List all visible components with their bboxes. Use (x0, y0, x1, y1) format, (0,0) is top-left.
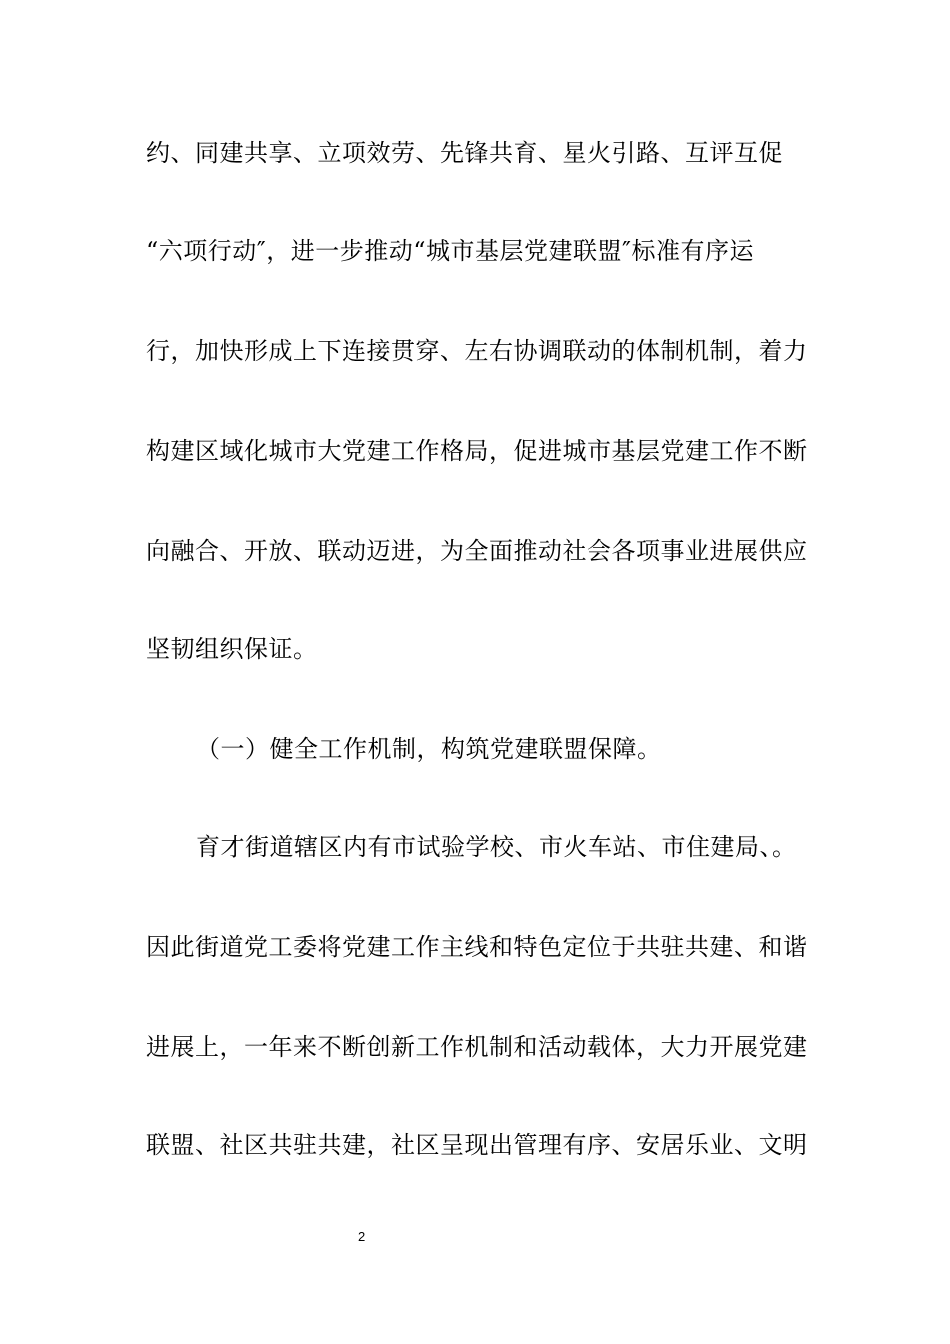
section-heading: （一）健全工作机制，构筑党建联盟保障。 (196, 735, 662, 763)
body-text-line: 联盟、社区共驻共建，社区呈现出管理有序、安居乐业、文明 (146, 1131, 808, 1159)
body-text-line: 因此街道党工委将党建工作主线和特色定位于共驻共建、和谐 (146, 933, 808, 961)
body-text-line: 坚韧组织保证。 (146, 635, 318, 663)
page-number: 2 (358, 1229, 366, 1244)
body-text-line: 向融合、开放、联动迈进，为全面推动社会各项事业进展供应 (146, 537, 808, 565)
body-text-line: 行，加快形成上下连接贯穿、左右协调联动的体制机制，着力 (146, 337, 808, 365)
body-text-line: 约、同建共享、立项效劳、先锋共育、星火引路、互评互促 (146, 139, 783, 167)
body-text-line: “六项行动″，进一步推动“城市基层党建联盟″标准有序运 (146, 237, 754, 265)
body-text-line: 进展上，一年来不断创新工作机制和活动载体，大力开展党建 (146, 1033, 808, 1061)
body-text-line: 育才街道辖区内有市试验学校、市火车站、市住建局、。 (196, 833, 797, 861)
body-text-line: 构建区域化城市大党建工作格局，促进城市基层党建工作不断 (146, 437, 808, 465)
